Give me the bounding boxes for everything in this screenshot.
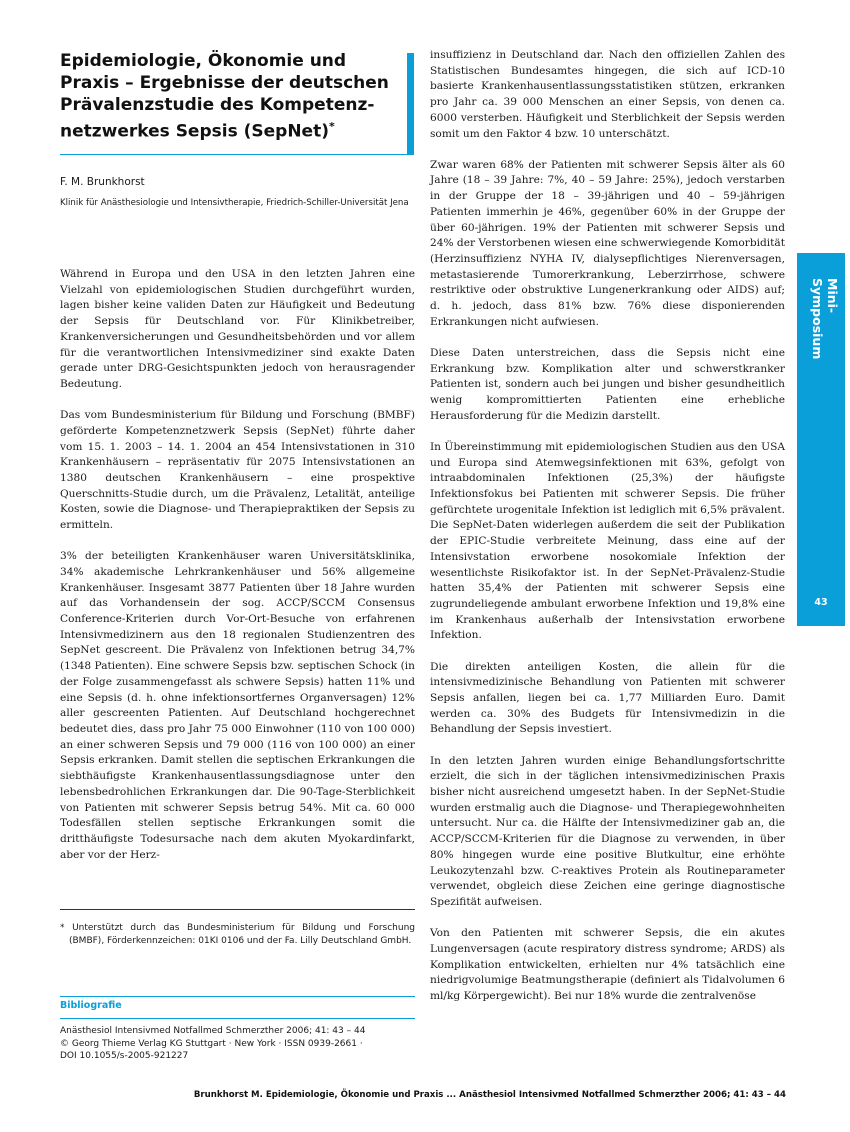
author-name: F. M. Brunkhorst — [60, 176, 145, 188]
page-number: 43 — [814, 597, 828, 608]
title-underline — [60, 154, 414, 155]
article-title — [60, 50, 395, 143]
doi-line: DOI 10.1055/s-2005-921227 — [60, 1051, 189, 1061]
body-paragraph: Die direkten anteiligen Kosten, die allein für die intensivmedizinische Behandlung von Patienten mit schwerer Sepsis anfallen, liegen bei ca. 1,77 Milliarden Euro. Damit werden ca. 30% des Budgets für Intensivmedizin in die Behandlung der Sepsis investiert. — [430, 660, 785, 736]
title-footnote-marker: * — [328, 120, 335, 133]
funding-footnote: * Unterstützt durch das Bundesministerium für Bildung und Forschung (BMBF), Förderkennzeichen: 01KI 0106 und der Fa. Lilly Deutschland GmbH. — [60, 923, 415, 946]
citation-line: Anästhesiol Intensivmed Notfallmed Schmerzther 2006; 41: 43 – 44 — [60, 1026, 366, 1036]
title-accent-bar — [407, 53, 414, 154]
body-paragraph: Von den Patienten mit schwerer Sepsis, die ein akutes Lungenversagen (acute respiratory distress syndrome; ARDS) als Komplikation entwickelten, erhielten nur 4% tatsächlich eine niedrigvolumige Beatmungstherapie (definiert als Tidalvolumen 6 ml/kg Körpergewicht). Bei nur 18% wurde die zentralvenöse — [430, 927, 785, 1002]
body-paragraph: Diese Daten unterstreichen, dass die Sepsis nicht eine Erkrankung bzw. Komplikation alter und schwerstkranker Patienten ist, sondern auch bei jungen und bisher gesundheitlich wenig kompromittierten Patienten eine erhebliche Herausforderung für die Medizin darstellt. — [430, 346, 785, 422]
bibliography-rule-top — [60, 996, 415, 997]
running-footer: Brunkhorst M. Epidemiologie, Ökonomie und Praxis ... Anästhesiol Intensivmed Notfallmed Schmerzther 2006; 41: 43 – 44 — [193, 1090, 786, 1100]
body-paragraph: Zwar waren 68% der Patienten mit schwerer Sepsis älter als 60 Jahre (18 – 39 Jahre: 7%, 40 – 59 Jahre: 25%), jedoch verstarben in der Gruppe der 18 – 39-jährigen und 40 – 59-jährigen Patienten immerhin je 46%, gegenüber 60% in der Gruppe der über 60-jährigen. 19% der Patienten mit schwerer Sepsis und 24% der Verstorbenen wiesen eine schwerwiegende Komorbidität (Herzinsuffizienz NYHA IV, dialysepflichtiges Nierenversagen, metastasierende Tumorerkrankung, Leberzirrhose, schwere restriktive oder obstruktive Lungenerkrankung oder AIDS) auf; d. h. jedoch, dass 81% bzw. 76% diese disponierenden Erkrankungen nicht aufwiesen. — [430, 158, 785, 328]
body-paragraph: Während in Europa und den USA in den letzten Jahren eine Vielzahl von epidemiologischen Studien durchgeführt wurden, lagen bisher keine validen Daten zur Häufigkeit und Bedeutung der Sepsis für Deutschland vor. Für Klinikbetreiber, Krankenversicherungen und Gesundheitsbehörden und vor allem für die verantwortlichen Intensivmediziner sind exakte Daten gerade unter DRG-Gesichtspunkten jedoch von herausragender Bedeutung. — [60, 268, 415, 390]
article-title-text: Epidemiologie, Ökonomie und Praxis – Ergebnisse der deutschen Prävalenzstudie des Kompetenz-netzwerkes Sepsis (SepNet) — [60, 51, 389, 142]
bibliography-label: Bibliografie — [60, 1000, 122, 1011]
section-label: Mini-Symposium — [810, 278, 840, 360]
body-paragraph: 3% der beteiligten Krankenhäuser waren Universitätsklinika, 34% akademische Lehrkrankenhäuser und 56% allgemeine Krankenhäuser. Insgesamt 3877 Patienten über 18 Jahre wurden auf das Vorhandensein der sog. ACCP/SCCM Consensus Conference-Kriterien durch Vor-Ort-Besuche von erfahrenen Intensivmedizinern aus den 18 regionalen Studienzentren des SepNet gescreent. Die Prävalenz von Infektionen betrug 34,7% (1348 Patienten). Eine schwere Sepsis bzw. septischen Schock (in der Folge zusammengefasst als schwere Sepsis) hatten 11% und eine Sepsis (d. h. ohne infektionsortfernes Organversagen) 12% aller gescreenten Patienten. Auf Deutschland hochgerechnet bedeutet dies, dass pro Jahr 75 000 Einwohner (110 von 100 000) an einer schweren Sepsis und 79 000 (116 von 100 000) an einer Sepsis erkranken. Damit stellen die septischen Erkrankungen die siebthäufigste Krankenhausentlassungsdiagnose unter den lebensbedrohlichen Erkrankungen dar. Die 90-Tage-Sterblichkeit von Patienten mit schwerer Sepsis betrug 54%. Mit ca. 60 000 Todesfällen stellen septische Erkrankungen somit die dritthäufigste Todesursache nach dem akuten Myokardinfarkt, aber vor der Herz- — [60, 550, 415, 861]
body-paragraph: In den letzten Jahren wurden einige Behandlungsfortschritte erzielt, die sich in der täglichen intensivmedizinischen Praxis bisher nicht ausreichend umgesetzt haben. In der SepNet-Studie wurden erstmalig auch die Diagnose- und Therapiegewohnheiten untersucht. Nur ca. die Hälfte der Intensivmediziner gab an, die ACCP/SCCM-Kriterien für die Diagnose zu verwenden, in über 80% hingegen wurde eine positive Blutkultur, eine erhöhte Leukozytenzahl bzw. C-reaktives Protein als Routineparameter verwendet, obgleich diese Zeichen eine geringe diagnostische Spezifität aufweisen. — [430, 754, 785, 908]
bibliography-block — [60, 1025, 415, 1063]
body-paragraph: Das vom Bundesministerium für Bildung und Forschung (BMBF) geförderte Kompetenznetzwerk Sepsis (SepNet) führte daher vom 15. 1. 2003 – 14. 1. 2004 an 454 Intensivstationen in 310 Krankenhäusern – repräsentativ für 2075 Intensivstationen an 1380 deutschen Krankenhäusern – eine prospektive Querschnitts-Studie durch, um die Prävalenz, Letalität, anteilige Kosten, sowie die Diagnose- und Therapiepraktiken der Sepsis zu ermitteln. — [60, 409, 415, 532]
footnote-divider — [60, 909, 415, 910]
right-column-body — [430, 48, 785, 1020]
left-column-body — [60, 267, 415, 879]
body-paragraph: insuffizienz in Deutschland dar. Nach den offiziellen Zahlen des Statistischen Bundesamtes hingegen, die sich auf ICD-10 basierte Krankenhausentlassungsstatistiken stützen, erkranken pro Jahr ca. 39 000 Menschen an einer Sepsis, von denen ca. 6000 versterben. Häufigkeit und Sterblichkeit der Sepsis werden somit um den Faktor 4 bzw. 10 unterschätzt. — [430, 49, 785, 140]
author-affiliation: Klinik für Anästhesiologie und Intensivtherapie, Friedrich-Schiller-Universität Jena — [60, 198, 409, 208]
publisher-line: © Georg Thieme Verlag KG Stuttgart · New York · ISSN 0939-2661 · — [60, 1038, 363, 1049]
body-paragraph: In Übereinstimmung mit epidemiologischen Studien aus den USA und Europa sind Atemwegsinfektionen mit 63%, gefolgt von intraabdominalen Infektionen (25,3%) der häufigste Infektionsfokus bei Patienten mit schwerer Sepsis. Die früher gefürchtete urogenitale Infektion ist lediglich mit 6,5% prävalent. Die SepNet-Daten widerlegen außerdem die seit der Publikation der EPIC-Studie verbreitete Meinung, dass eine auf der Intensivstation erworbene nosokomiale Infektion der wesentlichste Risikofaktor ist. In der SepNet-Prävalenz-Studie hatten 35,4% der Patienten mit schwerer Sepsis eine zugrundeliegende ambulant erworbene Infektion und 19,8% eine im Krankenhaus außerhalb der Intensivstation erworbene Infektion. — [430, 440, 785, 642]
bibliography-rule-bottom — [60, 1018, 415, 1019]
